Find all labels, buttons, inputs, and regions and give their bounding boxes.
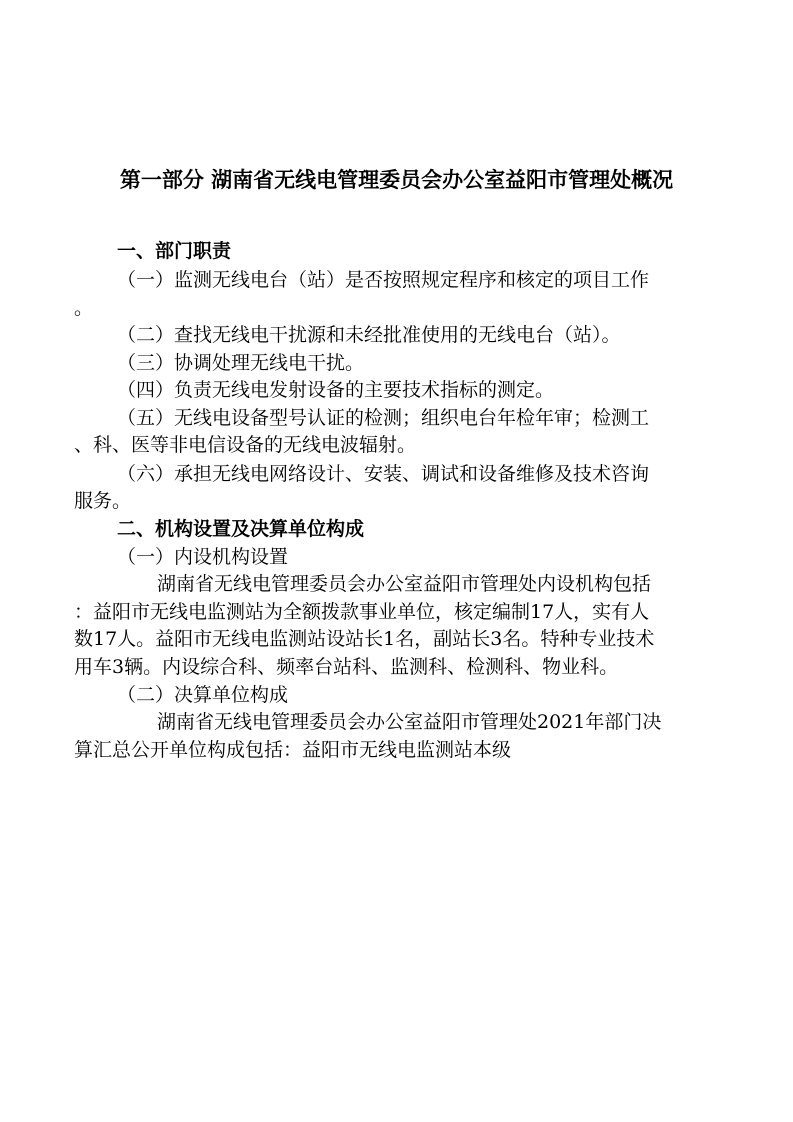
duty-item-3: （三）协调处理无线电干扰。 [117,352,365,374]
duty-item-1-line-1: （一）监测无线电台（站）是否按照规定程序和核定的项目工作 [117,269,650,291]
duty-item-1-line-2: 。 [74,297,94,319]
budget-paragraph-line-1: 湖南省无线电管理委员会办公室益阳市管理处2021年部门决 [157,711,662,733]
structure-paragraph-line-2: ：益阳市无线电监测站为全额拨款事业单位，核定编制17人，实有人 [74,601,650,623]
budget-paragraph-line-2: 算汇总公开单位构成包括：益阳市无线电监测站本级 [74,739,512,761]
duty-item-6-line-2: 服务。 [74,490,132,512]
structure-paragraph-line-3: 数17人。益阳市无线电监测站设站长1名，副站长3名。特种专业技术 [74,628,655,650]
duty-item-5-line-2: 、科、医等非电信设备的无线电波辐射。 [74,434,417,456]
duty-item-2: （二）查找无线电干扰源和未经批准使用的无线电台（站）。 [117,324,621,346]
duty-item-6-line-1: （六）承担无线电网络设计、安装、调试和设备维修及技术咨询 [117,463,650,485]
section1-heading: 一、部门职责 [117,240,232,262]
duty-item-5-line-1: （五）无线电设备型号认证的检测；组织电台年检年审；检测工 [117,407,650,429]
subsection-internal-structure: （一）内设机构设置 [117,546,289,568]
duty-item-4: （四）负责无线电发射设备的主要技术指标的测定。 [117,379,555,401]
structure-paragraph-line-4: 用车3辆。内设综合科、频率台站科、监测科、检测科、物业科。 [74,656,619,678]
structure-paragraph-line-1: 湖南省无线电管理委员会办公室益阳市管理处内设机构包括 [157,573,652,595]
subsection-budget-units: （二）决算单位构成 [117,684,289,706]
page-title: 第一部分 湖南省无线电管理委员会办公室益阳市管理处概况 [119,168,674,192]
section2-heading: 二、机构设置及决算单位构成 [117,518,365,540]
